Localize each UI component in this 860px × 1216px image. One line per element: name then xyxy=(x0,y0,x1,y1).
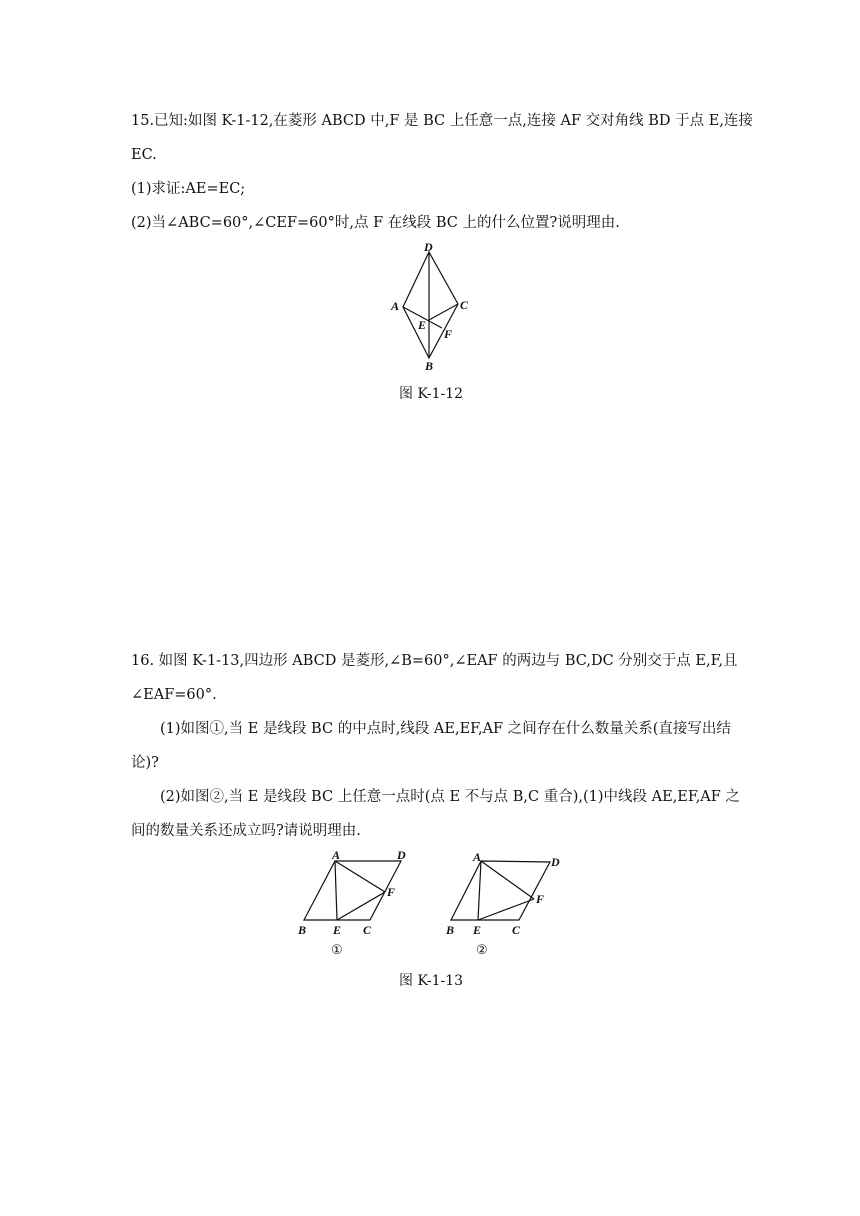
rhombus-abcd xyxy=(403,252,458,358)
problem-16-line-1: 16. 如图 K-1-13,四边形 ABCD 是菱形,∠B=60°,∠EAF 的两边与 BC,DC 分别交于点 E,F,且 xyxy=(131,653,738,669)
problem-16-line-2: ∠EAF=60°. xyxy=(131,687,217,703)
figure-k-1-12 xyxy=(380,240,500,380)
label-b: B xyxy=(298,923,307,937)
sub-figure-mark-1: ① xyxy=(331,942,343,957)
label-b: B xyxy=(446,923,455,937)
figure-k-1-13-1 xyxy=(295,848,425,958)
label-b: B xyxy=(425,359,434,373)
problem-16-question-1-line-1: (1)如图①,当 E 是线段 BC 的中点时,线段 AE,EF,AF 之间存在什么数量关系(直接写出结 xyxy=(160,721,731,737)
problem-16-question-2-line-1: (2)如图②,当 E 是线段 BC 上任意一点时(点 E 不与点 B,C 重合),(1)中线段 AE,EF,AF 之 xyxy=(160,789,740,805)
label-d: D xyxy=(397,848,406,862)
label-a: A xyxy=(391,299,400,313)
label-c: C xyxy=(512,923,521,937)
problem-15-question-2: (2)当∠ABC=60°,∠CEF=60°时,点 F 在线段 BC 上的什么位置?说明理由. xyxy=(131,215,620,231)
label-e: E xyxy=(333,923,342,937)
problem-15-line-1: 15.已知:如图 K-1-12,在菱形 ABCD 中,F 是 BC 上任意一点,连接 AF 交对角线 BD 于点 E,连接 xyxy=(131,113,753,129)
label-f: F xyxy=(444,327,453,341)
label-c: C xyxy=(460,298,469,312)
label-d: D xyxy=(551,855,560,869)
label-f: F xyxy=(536,892,545,906)
sub-figure-mark-2: ② xyxy=(476,942,488,957)
label-a: A xyxy=(332,848,341,862)
label-d: D xyxy=(424,240,433,254)
problem-16-question-1-line-2: 论)? xyxy=(131,755,159,771)
segment-af xyxy=(481,861,534,899)
segment-af xyxy=(335,861,385,892)
problem-16-question-2-line-2: 间的数量关系还成立吗?请说明理由. xyxy=(131,823,361,839)
figure-k-1-13-caption: 图 K-1-13 xyxy=(399,973,464,989)
segment-ef xyxy=(478,899,534,920)
label-c: C xyxy=(363,923,372,937)
label-a: A xyxy=(473,850,482,864)
label-f: F xyxy=(387,885,396,899)
figure-k-1-12-caption: 图 K-1-12 xyxy=(399,386,464,402)
problem-15-question-1: (1)求证:AE=EC; xyxy=(131,181,246,197)
label-e: E xyxy=(418,318,427,332)
segment-ae xyxy=(478,861,481,920)
problem-15-line-2: EC. xyxy=(131,147,157,163)
label-e: E xyxy=(473,923,482,937)
segment-ae xyxy=(335,861,337,920)
figure-k-1-13-2 xyxy=(442,848,572,958)
